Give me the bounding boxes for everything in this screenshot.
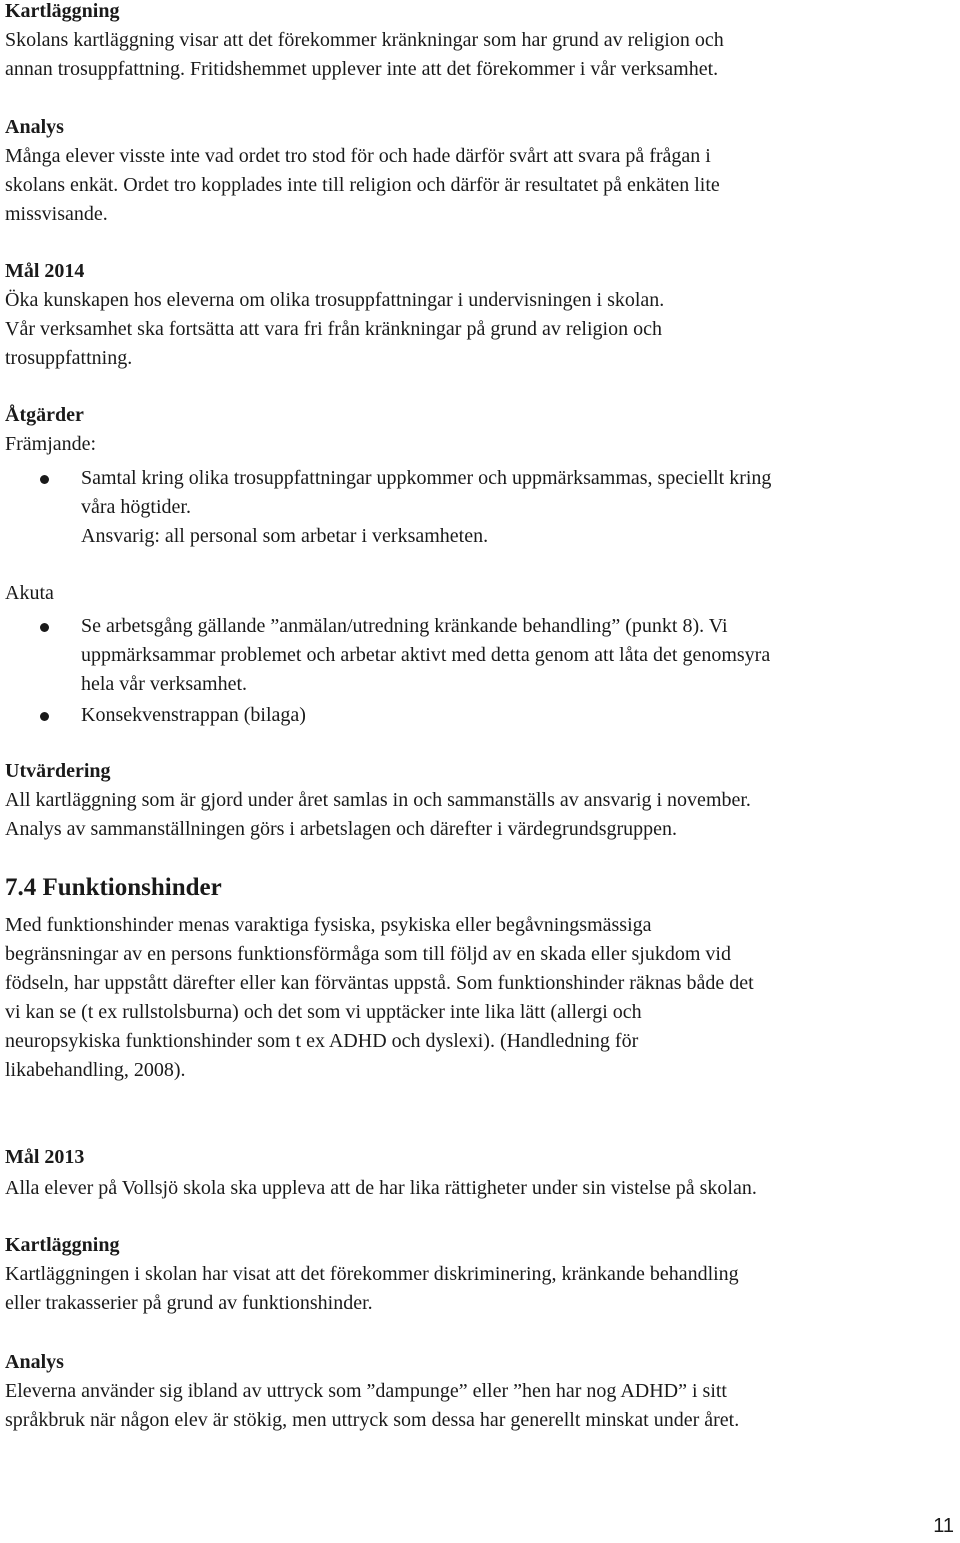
section-title-funktionshinder xyxy=(5,872,222,904)
paragraph-line: Skolans kartläggning visar att det förekommer kränkningar som har grund av religion och xyxy=(5,29,724,51)
label-akuta xyxy=(5,579,54,608)
paragraph-line: annan trosuppfattning. Fritidshemmet upplever inte att det förekommer i vår verksamhet. xyxy=(5,58,719,80)
list-item-line: hela vår verksamhet. xyxy=(81,673,248,695)
paragraph-mal-2013 xyxy=(5,1174,757,1203)
paragraph-line: eller trakasserier på grund av funktionshinder. xyxy=(5,1292,373,1314)
paragraph-analys xyxy=(5,142,720,229)
paragraph-line: Med funktionshinder menas varaktiga fysiska, psykiska eller begåvningsmässiga xyxy=(5,914,652,936)
paragraph-line: Främjande: xyxy=(5,433,97,455)
list-item-line: Se arbetsgång gällande ”anmälan/utredning kränkande behandling” (punkt 8). Vi xyxy=(81,615,728,637)
paragraph-line: Analys av sammanställningen görs i arbetslagen och därefter i värdegrundsgruppen. xyxy=(5,818,678,840)
paragraph-analys-2 xyxy=(5,1377,739,1435)
page-number: 11 xyxy=(933,1515,954,1537)
list-item-line: Samtal kring olika trosuppfattningar uppkommer och uppmärksammas, speciellt kring xyxy=(81,467,772,489)
bullet-icon xyxy=(40,475,49,484)
paragraph-line: Alla elever på Vollsjö skola ska uppleva att de har lika rättigheter under sin vistelse på skolan. xyxy=(5,1177,757,1199)
list-item-line: Konsekvenstrappan (bilaga) xyxy=(81,704,306,726)
label-framjande xyxy=(5,430,96,459)
list-item-line: uppmärksammar problemet och arbetar aktivt med detta genom att låta det genomsyra xyxy=(81,644,771,666)
paragraph-line: Eleverna använder sig ibland av uttryck som ”dampunge” eller ”hen har nog ADHD” i sitt xyxy=(5,1380,727,1402)
paragraph-utvardering xyxy=(5,786,751,844)
paragraph-line: skolans enkät. Ordet tro kopplades inte till religion och därför är resultatet på enkäten lite xyxy=(5,174,720,196)
paragraph-line: Akuta xyxy=(5,582,54,604)
list-item xyxy=(5,701,306,730)
paragraph-kartlaggning xyxy=(5,26,724,84)
paragraph-line: begränsningar av en persons funktionsförmåga som till följd av en skada eller sjukdom vid xyxy=(5,943,731,965)
paragraph-line: Vår verksamhet ska fortsätta att vara fri från kränkningar på grund av religion och xyxy=(5,318,662,340)
section-title-text: 7.4 Funktionshinder xyxy=(5,874,222,901)
heading-text: Kartläggning xyxy=(5,1234,120,1256)
paragraph-line: Kartläggningen i skolan har visat att det förekommer diskriminering, kränkande behandling xyxy=(5,1263,739,1285)
paragraph-line: språkbruk när någon elev är stökig, men uttryck som dessa har generellt minskat under året. xyxy=(5,1409,740,1431)
paragraph-line: födseln, har uppstått därefter eller kan förväntas uppstå. Som funktionshinder räknas både det xyxy=(5,972,754,994)
section-heading-mal-2014 xyxy=(5,257,84,286)
paragraph-mal-2014 xyxy=(5,286,664,373)
heading-text: Analys xyxy=(5,1351,64,1373)
heading-text: Mål 2013 xyxy=(5,1146,85,1168)
list-item-line: våra högtider. xyxy=(81,496,191,518)
section-heading-analys-2 xyxy=(5,1348,64,1377)
section-heading-analys xyxy=(5,113,64,142)
paragraph-line: All kartläggning som är gjord under året samlas in och sammanställs av ansvarig i november. xyxy=(5,789,751,811)
heading-text: Analys xyxy=(5,116,64,138)
heading-text: Kartläggning xyxy=(5,0,120,22)
paragraph-kartlaggning-2 xyxy=(5,1260,739,1318)
list-item xyxy=(5,612,770,699)
paragraph-line: trosuppfattning. xyxy=(5,347,133,369)
section-heading-kartlaggning-2 xyxy=(5,1231,119,1260)
paragraph-funktionshinder xyxy=(5,911,754,1085)
list-item xyxy=(5,464,771,551)
bullet-icon xyxy=(40,712,49,721)
paragraph-line: Öka kunskapen hos eleverna om olika trosuppfattningar i undervisningen i skolan. xyxy=(5,289,665,311)
section-heading-kartlaggning xyxy=(5,0,119,26)
section-heading-utvardering xyxy=(5,757,111,786)
heading-text: Utvärdering xyxy=(5,760,111,782)
bullet-icon xyxy=(40,623,49,632)
paragraph-line: missvisande. xyxy=(5,203,108,225)
section-heading-atgarder xyxy=(5,401,84,430)
paragraph-line: likabehandling, 2008). xyxy=(5,1059,186,1081)
section-heading-mal-2013 xyxy=(5,1143,84,1172)
heading-text: Mål 2014 xyxy=(5,260,85,282)
paragraph-line: neuropsykiska funktionshinder som t ex ADHD och dyslexi). (Handledning för xyxy=(5,1030,639,1052)
paragraph-line: Många elever visste inte vad ordet tro stod för och hade därför svårt att svara på frågan i xyxy=(5,145,711,167)
paragraph-line: vi kan se (t ex rullstolsburna) och det som vi upptäcker inte lika lätt (allergi och xyxy=(5,1001,642,1023)
list-item-line: Ansvarig: all personal som arbetar i verksamheten. xyxy=(81,525,489,547)
heading-text: Åtgärder xyxy=(5,404,84,426)
